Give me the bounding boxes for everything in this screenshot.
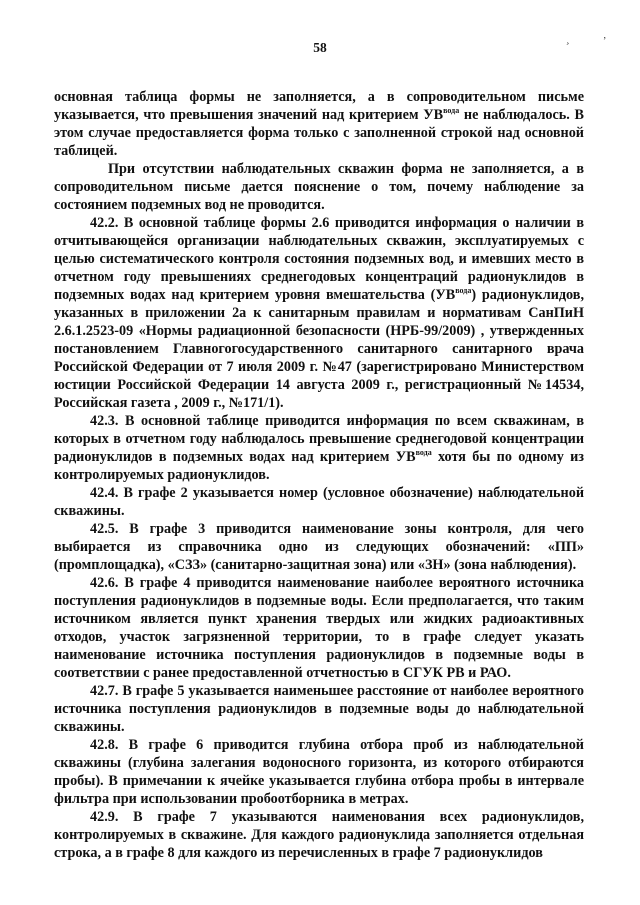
document-body [54,88,584,862]
paragraph-42-7: 42.7. В графе 5 указывается наименьшее расстояние от наиболее вероятного источника поступления радионуклидов в подземные воды до наблюдательной скважины. [54,683,584,735]
paragraph-42-3: 42.3. В основной таблице приводится информация по всем скважинам, в которых в отчетном году наблюдалось превышение среднегодовой концентрации радионуклидов в подземных водах над критерием $УВ^{вода}$ хотя бы по одному из контролируемых радионуклидов. [54,413,584,483]
scan-mark: ¸ [566,34,570,45]
paragraph-42-8: 42.8. В графе 6 приводится глубина отбора проб из наблюдательной скважины (глубина залегания водоносного горизонта, из которого отбираются пробы). В примечании к ячейке указывается глубина отбора пробы в интервале фильтра при использовании пробоотборника в метрах. [54,737,584,807]
paragraph-42-9: 42.9. В графе 7 указываются наименования всех радионуклидов, контролируемых в скважине. Для каждого радионуклида заполняется отдельная строка, а в графе 8 для каждого из перечисленных в графе 7 радионуклидов [54,809,584,861]
paragraph-42-4: 42.4. В графе 2 указывается номер (условное обозначение) наблюдательной скважины. [54,485,584,519]
scan-mark: ’ [603,36,607,47]
paragraph: основная таблица формы не заполняется, а в сопроводительном письме указывается, что превышения значений над критерием $УВ^{вода}$ не наблюдалось. В этом случае предоставляется форма только с заполненной строкой над основной таблицей. [54,89,584,159]
paragraph: При отсутствии наблюдательных скважин форма не заполняется, а в сопроводительном письме дается пояснение о том, почему наблюдение за состоянием подземных вод не проводится. [54,161,584,213]
paragraph-42-5: 42.5. В графе 3 приводится наименование зоны контроля, для чего выбирается из справочника одно из следующих обозначений: «ПП» (промплощадка), «СЗЗ» (санитарно-защитная зона) или «ЗН» (зона наблюдения). [54,521,584,573]
paragraph-42-2: 42.2. В основной таблице формы 2.6 приводится информация о наличии в отчитывающейся организации наблюдательных скважин, эксплуатируемых с целью систематического контроля состояния подземных вод, и имевших место в отчетном году превышениях среднегодовых концентраций радионуклидов в подземных водах над критерием уровня вмешательства $(УВ^{вода})$ радионуклидов, указанных в приложении 2а к санитарным правилам и нормативам СанПиН 2.6.1.2523-09 «Нормы радиационной безопасности (НРБ-99/2009) , утвержденных постановлением Главногогосударственного санитарного санитарного врача Российской Федерации от 7 июля 2009 г. №47 (зарегистрировано Министерством юстиции Российской Федерации 14 августа 2009 г., регистрационный №14534, Российская газета , 2009 г., №171/1). [54,215,584,411]
paragraph-42-6: 42.6. В графе 4 приводится наименование наиболее вероятного источника поступления радионуклидов в подземные воды. Если предполагается, что таким источником является пункт хранения твердых или жидких радиоактивных отходов, участок загрязненной территории, то в графе следует указать наименование источника поступления радионуклидов в подземные воды в соответствии с ранее предоставленной отчетностью в СГУК РВ и РАО. [54,575,584,681]
page-number: 58 [313,40,327,55]
